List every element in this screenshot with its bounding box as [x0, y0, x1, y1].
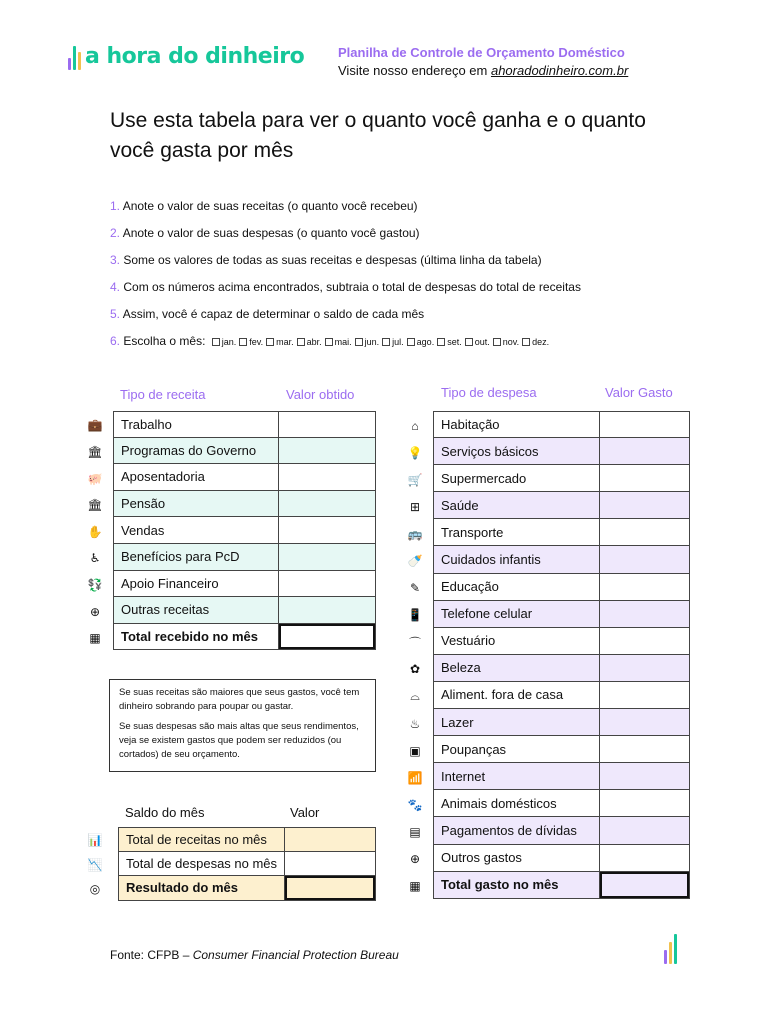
expense-row	[433, 546, 690, 573]
month-checkbox[interactable]	[212, 338, 220, 346]
expense-row-value-input[interactable]	[600, 519, 689, 545]
step-text: Some os valores de todas as suas receitas e despesas (última linha da tabela)	[123, 253, 542, 267]
expense-row-value-input[interactable]	[600, 817, 689, 843]
month-checkbox[interactable]	[465, 338, 473, 346]
house-icon: ⌂	[411, 418, 419, 433]
safe-icon: ▣	[409, 743, 421, 758]
step-text: Assim, você é capaz de determinar o saldo de cada mês	[122, 307, 425, 321]
expense-row	[433, 438, 690, 465]
expense-type-header: Tipo de despesa	[441, 385, 537, 400]
logo-text: a hora do dinheiro	[85, 43, 305, 69]
expense-row-label: Pagamentos de dívidas	[434, 817, 600, 843]
expense-row-label: Habitação	[434, 412, 600, 437]
expense-row-value-input[interactable]	[600, 655, 689, 681]
chart-up-icon: 📊	[87, 833, 103, 848]
expense-row-value-input[interactable]	[600, 845, 689, 871]
month-label: fev.	[249, 337, 264, 347]
step-number: 4.	[110, 280, 121, 294]
expense-row	[433, 519, 690, 546]
expense-table	[433, 411, 690, 899]
chart-down-icon: 📉	[87, 857, 103, 872]
month-label: nov.	[502, 337, 520, 347]
income-row-value-input[interactable]	[279, 597, 375, 623]
step-text: Escolha o mês:	[123, 334, 209, 348]
month-label: jul.	[392, 337, 404, 347]
expense-row	[433, 682, 690, 709]
expense-row-label: Telefone celular	[434, 601, 600, 627]
income-row-value-input[interactable]	[279, 517, 375, 543]
month-label: mar.	[276, 337, 294, 347]
expense-row-value-input[interactable]	[600, 438, 689, 464]
balance-row	[118, 852, 376, 877]
step-number: 3.	[110, 253, 121, 267]
month-label: out.	[474, 337, 490, 347]
phone-icon: 📱	[407, 608, 423, 623]
balance-label-header: Saldo do mês	[125, 805, 205, 820]
month-label: jan.	[221, 337, 237, 347]
expense-row-label: Total gasto no mês	[434, 872, 600, 898]
income-row-label: Benefícios para PcD	[114, 544, 279, 570]
expense-row-value-input[interactable]	[600, 790, 689, 816]
month-label: ago.	[416, 337, 435, 347]
instruction-list	[110, 198, 581, 360]
income-row-label: Outras receitas	[114, 597, 279, 623]
month-checkbox[interactable]	[493, 338, 501, 346]
expense-row-value-input[interactable]	[600, 546, 689, 572]
target-icon: ◎	[89, 882, 101, 897]
income-row	[113, 517, 376, 544]
expense-row	[433, 601, 690, 628]
month-label: jun.	[364, 337, 380, 347]
income-row-value-input[interactable]	[279, 438, 375, 464]
income-row-value-input[interactable]	[279, 544, 375, 570]
pencil-icon: ✎	[409, 581, 421, 596]
expense-row-value-input[interactable]	[600, 682, 689, 708]
balance-value-header: Valor	[290, 805, 320, 820]
balance-row-value-input[interactable]	[285, 852, 375, 876]
info-paragraph-deficit: Se suas despesas são mais altas que seus rendimentos, veja se existem gastos que podem ser reduzidos (ou cortados) de seu orçamento.	[119, 721, 359, 760]
month-checkbox[interactable]	[382, 338, 390, 346]
balance-row	[118, 876, 376, 901]
month-label: set.	[447, 337, 462, 347]
expense-row-label: Beleza	[434, 655, 600, 681]
expense-row-label: Serviços básicos	[434, 438, 600, 464]
month-checkbox[interactable]	[266, 338, 274, 346]
plus-circle-icon: ⊕	[89, 604, 101, 619]
month-label: mai.	[334, 337, 352, 347]
income-table	[113, 411, 376, 650]
visit-line	[338, 62, 628, 80]
income-row-value-input[interactable]	[279, 464, 375, 490]
step-text: Anote o valor de suas despesas (o quanto você gastou)	[122, 226, 420, 240]
cloche-icon: ⌓	[410, 689, 420, 704]
income-row-label: Pensão	[114, 491, 279, 517]
medical-icon: ⊞	[409, 499, 421, 514]
source-prefix: Fonte: CFPB –	[110, 948, 193, 962]
expense-row-label: Lazer	[434, 709, 600, 735]
header-info	[338, 44, 628, 80]
expense-row-value-input[interactable]	[600, 872, 689, 898]
source-name: Consumer Financial Protection Bureau	[192, 948, 399, 962]
balance-row-label: Total de receitas no mês	[119, 828, 285, 851]
month-checkbox[interactable]	[325, 338, 333, 346]
expense-row-label: Educação	[434, 574, 600, 600]
expense-row-label: Outros gastos	[434, 845, 600, 871]
expense-row	[433, 411, 690, 438]
instruction-step	[110, 279, 581, 306]
income-row	[113, 544, 376, 571]
income-row-value-input[interactable]	[279, 571, 375, 597]
income-row-label: Total recebido no mês	[114, 624, 279, 650]
step-text: Anote o valor de suas receitas (o quanto você recebeu)	[122, 199, 418, 213]
expense-row-label: Vestuário	[434, 628, 600, 654]
month-checkbox[interactable]	[522, 338, 530, 346]
income-value-header: Valor obtido	[286, 387, 355, 402]
paw-icon: 🐾	[407, 797, 423, 812]
income-row	[113, 571, 376, 598]
expense-row	[433, 628, 690, 655]
expense-row-value-input[interactable]	[600, 709, 689, 735]
leisure-icon: ♨	[409, 716, 421, 731]
income-type-header: Tipo de receita	[120, 387, 206, 402]
income-row-label: Apoio Financeiro	[114, 571, 279, 597]
month-checkbox[interactable]	[297, 338, 305, 346]
income-row-label: Trabalho	[114, 412, 279, 437]
expense-row	[433, 845, 690, 872]
expense-row-label: Transporte	[434, 519, 600, 545]
bus-icon: 🚌	[407, 526, 423, 541]
lightbulb-icon: 💡	[407, 445, 423, 460]
document-subtitle: Planilha de Controle de Orçamento Doméstico	[338, 45, 625, 60]
expense-value-header: Valor Gasto	[605, 385, 673, 400]
income-row	[113, 491, 376, 518]
bank-icon: 🏛	[87, 498, 103, 513]
calculator-icon: ▦	[409, 879, 421, 894]
wheelchair-icon: ♿	[89, 551, 101, 566]
expense-row-value-input[interactable]	[600, 601, 689, 627]
expense-row-label: Poupanças	[434, 736, 600, 762]
income-row	[113, 411, 376, 438]
government-icon: 🏛	[87, 444, 103, 459]
expense-row	[433, 492, 690, 519]
expense-row	[433, 763, 690, 790]
month-checkbox[interactable]	[239, 338, 247, 346]
balance-row-label: Total de despesas no mês	[119, 852, 285, 876]
expense-row-value-input[interactable]	[600, 736, 689, 762]
step-number: 1.	[110, 199, 121, 213]
expense-row-value-input[interactable]	[600, 763, 689, 789]
expense-row-value-input[interactable]	[600, 412, 689, 437]
expense-row	[433, 817, 690, 844]
brand-logo	[68, 41, 304, 71]
balance-row	[118, 827, 376, 852]
expense-row-value-input[interactable]	[600, 574, 689, 600]
expense-row-label: Aliment. fora de casa	[434, 682, 600, 708]
expense-row	[433, 872, 690, 899]
info-note	[109, 679, 376, 772]
briefcase-icon: 💼	[87, 418, 103, 433]
instruction-step	[110, 333, 581, 360]
flower-icon: ✿	[409, 662, 421, 677]
hanger-icon: ⌒	[408, 635, 421, 650]
logo-bars-icon	[68, 42, 81, 70]
month-label: abr.	[306, 337, 322, 347]
step-number: 2.	[110, 226, 121, 240]
income-row-label: Vendas	[114, 517, 279, 543]
visit-text: Visite nosso endereço em	[338, 63, 491, 78]
balance-table	[118, 827, 376, 901]
expense-row-value-input[interactable]	[600, 628, 689, 654]
expense-row-label: Cuidados infantis	[434, 546, 600, 572]
month-selector	[209, 337, 549, 347]
piggy-bank-icon: 🐖	[87, 471, 103, 486]
hand-money-icon: ✋	[87, 524, 103, 539]
expense-row	[433, 655, 690, 682]
step-number: 5.	[110, 307, 121, 321]
card-icon: ▤	[409, 825, 421, 840]
page-title: Use esta tabela para ver o quanto você ganha e o quanto você gasta por mês	[110, 109, 646, 162]
expense-row	[433, 709, 690, 736]
expense-row-value-input[interactable]	[600, 465, 689, 491]
income-row-label: Programas do Governo	[114, 438, 279, 464]
step-number: 6.	[110, 334, 121, 348]
instruction-step	[110, 225, 581, 252]
instruction-step	[110, 252, 581, 279]
child-icon: 🍼	[407, 554, 423, 569]
expense-row-label: Supermercado	[434, 465, 600, 491]
calculator-icon: ▦	[89, 631, 101, 646]
month-checkbox[interactable]	[355, 338, 363, 346]
expense-row-label: Animais domésticos	[434, 790, 600, 816]
expense-row	[433, 736, 690, 763]
plus-circle-icon: ⊕	[409, 852, 421, 867]
money-hand-icon: 💱	[87, 577, 103, 592]
instruction-step	[110, 198, 581, 225]
wifi-icon: 📶	[407, 770, 423, 785]
instruction-step	[110, 306, 581, 333]
income-row-value-input[interactable]	[279, 624, 375, 650]
expense-row-label: Internet	[434, 763, 600, 789]
footer-logo-icon	[664, 934, 677, 964]
income-row	[113, 597, 376, 624]
income-row	[113, 624, 376, 651]
month-checkbox[interactable]	[437, 338, 445, 346]
website-link[interactable]: ahoradodinheiro.com.br	[490, 63, 629, 78]
balance-row-label: Resultado do mês	[119, 876, 285, 900]
balance-row-value-input[interactable]	[285, 828, 375, 851]
expense-row-value-input[interactable]	[600, 492, 689, 518]
month-checkbox[interactable]	[407, 338, 415, 346]
info-paragraph-surplus: Se suas receitas são maiores que seus gastos, você tem dinheiro sobrando para poupar ou gastar.	[119, 687, 360, 712]
balance-row-value-input[interactable]	[285, 876, 375, 900]
expense-row-label: Saúde	[434, 492, 600, 518]
income-row-value-input[interactable]	[279, 491, 375, 517]
income-row-value-input[interactable]	[279, 412, 375, 437]
month-label: dez.	[532, 337, 550, 347]
expense-row	[433, 574, 690, 601]
expense-row	[433, 790, 690, 817]
income-row	[113, 438, 376, 465]
expense-row	[433, 465, 690, 492]
source-footer	[110, 948, 399, 962]
step-text: Com os números acima encontrados, subtraia o total de despesas do total de receitas	[123, 280, 581, 294]
income-row-label: Aposentadoria	[114, 464, 279, 490]
cart-icon: 🛒	[407, 472, 423, 487]
income-row	[113, 464, 376, 491]
